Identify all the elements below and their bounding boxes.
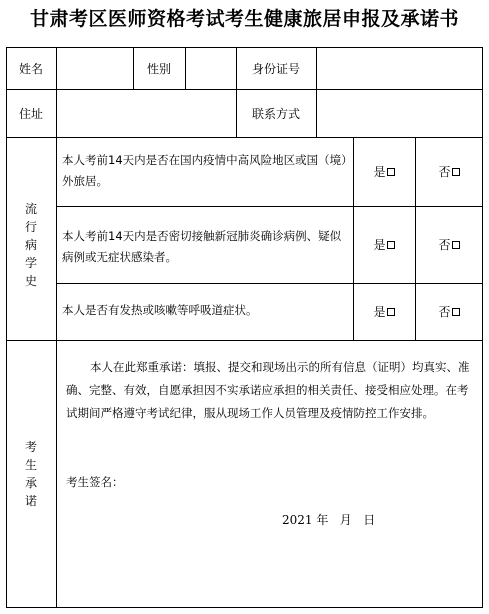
epidemiology-history-label: 流 行 病 学 史	[24, 202, 37, 288]
name-field[interactable]	[56, 47, 133, 89]
question-travel: 本人考前14天内是否在国内疫情中高风险地区或国（境）外旅居。	[62, 153, 347, 188]
contact-field[interactable]	[316, 89, 483, 137]
row-divider	[6, 340, 483, 341]
checkbox-icon[interactable]	[452, 241, 460, 249]
option-yes[interactable]: 是	[353, 137, 415, 206]
address-field[interactable]	[56, 89, 236, 137]
candidate-commitment-label: 考 生 承 诺	[24, 440, 37, 508]
contact-label: 联系方式	[251, 106, 300, 121]
id-number-field[interactable]	[316, 47, 483, 89]
signature-label: 考生签名：	[66, 475, 124, 489]
address-label: 住址	[18, 106, 43, 121]
checkbox-icon[interactable]	[387, 168, 395, 176]
checkbox-icon[interactable]	[452, 308, 460, 316]
option-no[interactable]: 否	[415, 283, 483, 340]
id-number-label: 身份证号	[251, 61, 300, 76]
option-yes[interactable]: 是	[353, 283, 415, 340]
option-no[interactable]: 否	[415, 137, 483, 206]
date-line: 2021 年 月 日	[282, 513, 376, 527]
option-no[interactable]: 否	[415, 206, 483, 283]
page-title: 甘肃考区医师资格考试考生健康旅居申报及承诺书	[29, 8, 459, 30]
checkbox-icon[interactable]	[387, 308, 395, 316]
question-symptoms: 本人是否有发热或咳嗽等呼吸道症状。	[62, 303, 258, 317]
checkbox-icon[interactable]	[452, 168, 460, 176]
checkbox-icon[interactable]	[387, 241, 395, 249]
gender-field[interactable]	[185, 47, 236, 89]
question-contact: 本人考前14天内是否密切接触新冠肺炎确诊病例、疑似病例或无症状感染者。	[62, 229, 342, 264]
commitment-statement: 本人在此郑重承诺：填报、提交和现场出示的所有信息（证明）均真实、准确、完整、有效，自愿承担因不实承诺应承担的相关责任、接受相应处理。在考试期间严格遵守考试纪律，服从现场工作人员管理及疫情防控工作安排。	[66, 360, 470, 420]
option-yes[interactable]: 是	[353, 206, 415, 283]
gender-label: 性别	[146, 61, 171, 76]
name-label: 姓名	[18, 61, 43, 76]
